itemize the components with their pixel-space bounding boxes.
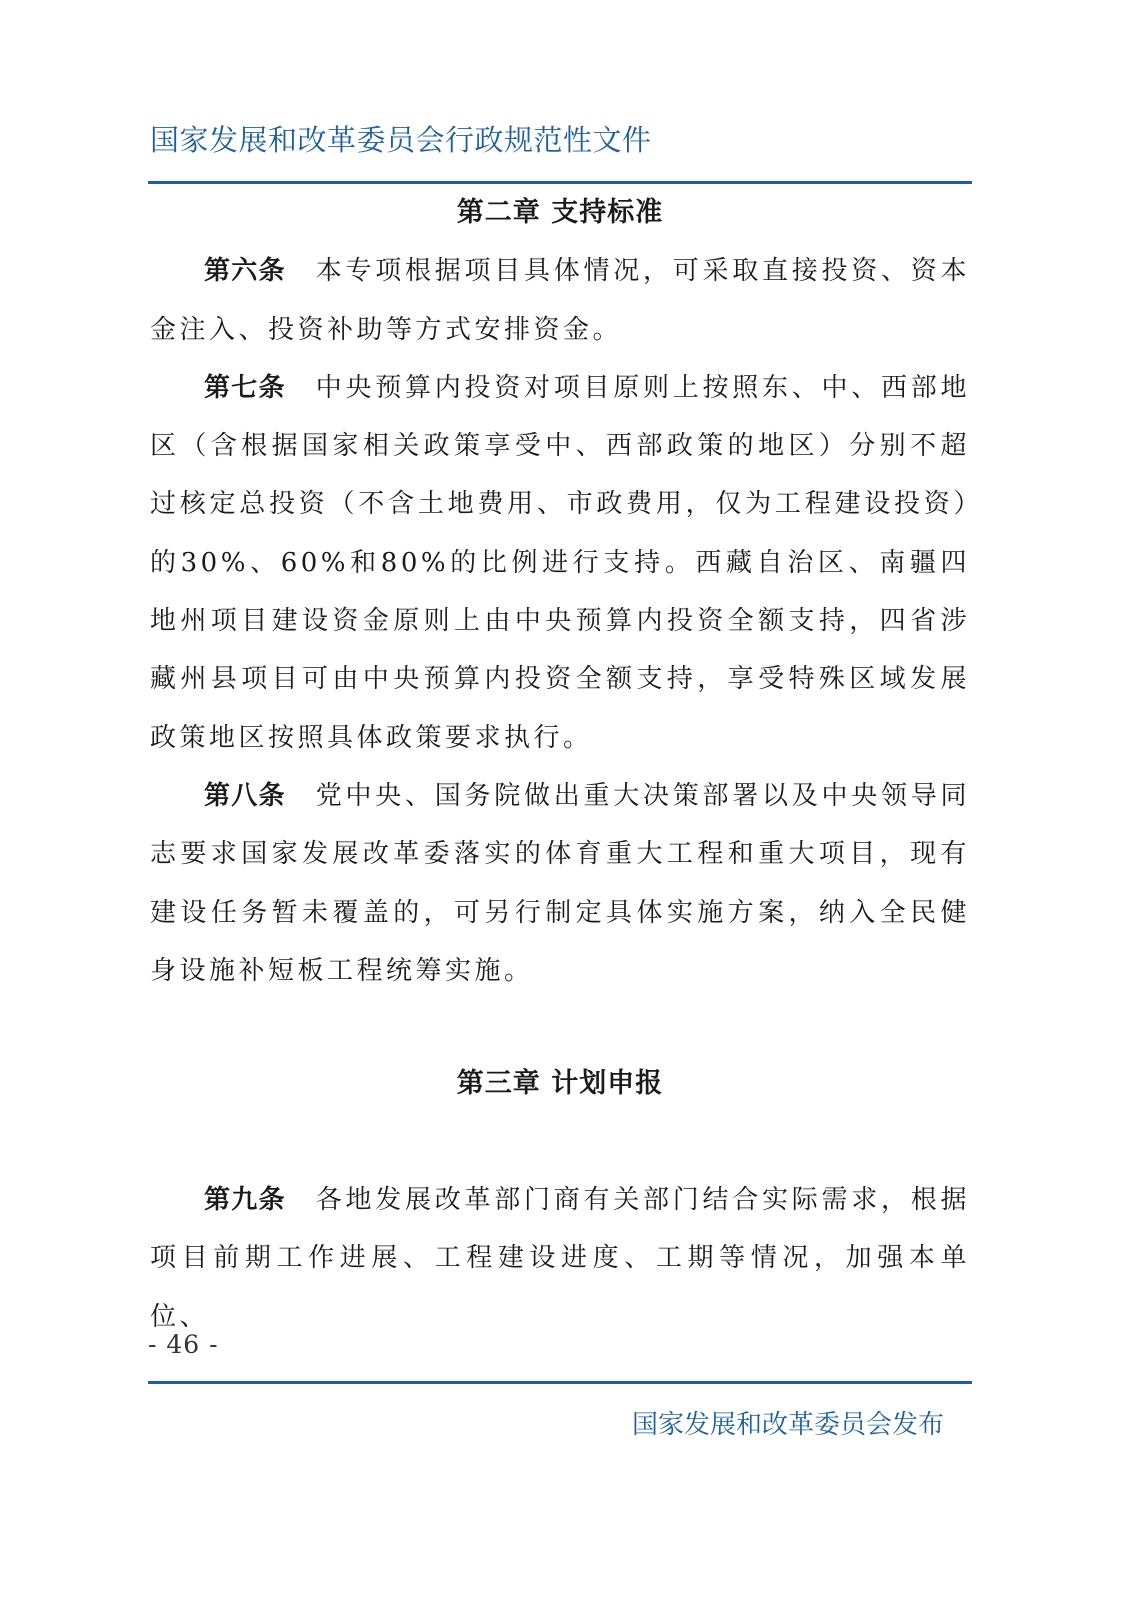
article-7: [150, 359, 970, 767]
article-number: 第九条: [204, 1185, 286, 1215]
article-8: [150, 767, 970, 1000]
article-9: [150, 1171, 970, 1346]
chapter-heading: 第二章 支持标准: [456, 197, 664, 228]
content-block-chapter-three: [150, 1055, 970, 1113]
article-text: 中央预算内投资对项目原则上按照东、中、西部地区（含根据国家相关政策享受中、西部政策的地区）分别不超过核定总投资（不含土地费用、市政费用，仅为工程建设投资）的30%、60%和80%的比例进行支持。西藏自治区、南疆四地州项目建设资金原则上由中央预算内投资全额支持，四省涉藏州县项目可由中央预算内投资全额支持，享受特殊区域发展政策地区按照具体政策要求执行。: [150, 372, 970, 753]
article-6: [150, 242, 970, 359]
article-text: 党中央、国务院做出重大决策部署以及中央领导同志要求国家发展改革委落实的体育重大工程和重大项目，现有建设任务暂未覆盖的，可另行制定具体实施方案，纳入全民健身设施补短板工程统筹实施。: [150, 780, 970, 986]
footer-divider: [148, 1381, 972, 1384]
article-number: 第六条: [204, 256, 286, 287]
article-text: 各地发展改革部门商有关部门结合实际需求，根据项目前期工作进展、工程建设进度、工期等情况，加强本单位、: [150, 1185, 970, 1332]
article-text: 本专项根据项目具体情况，可采取直接投资、资本金注入、投资补助等方式安排资金。: [150, 256, 970, 345]
content-block-article-9: [150, 1171, 970, 1346]
chapter-heading: 第三章 计划申报: [456, 1068, 664, 1099]
footer-publisher: 国家发展和改革委员会发布: [632, 1410, 945, 1440]
document-header-title: 国家发展和改革委员会行政规范性文件: [150, 123, 652, 157]
article-number: 第七条: [204, 372, 286, 403]
article-number: 第八条: [204, 780, 286, 811]
content-block-chapter-two: [150, 184, 970, 1000]
page-number: - 46 -: [148, 1330, 219, 1359]
